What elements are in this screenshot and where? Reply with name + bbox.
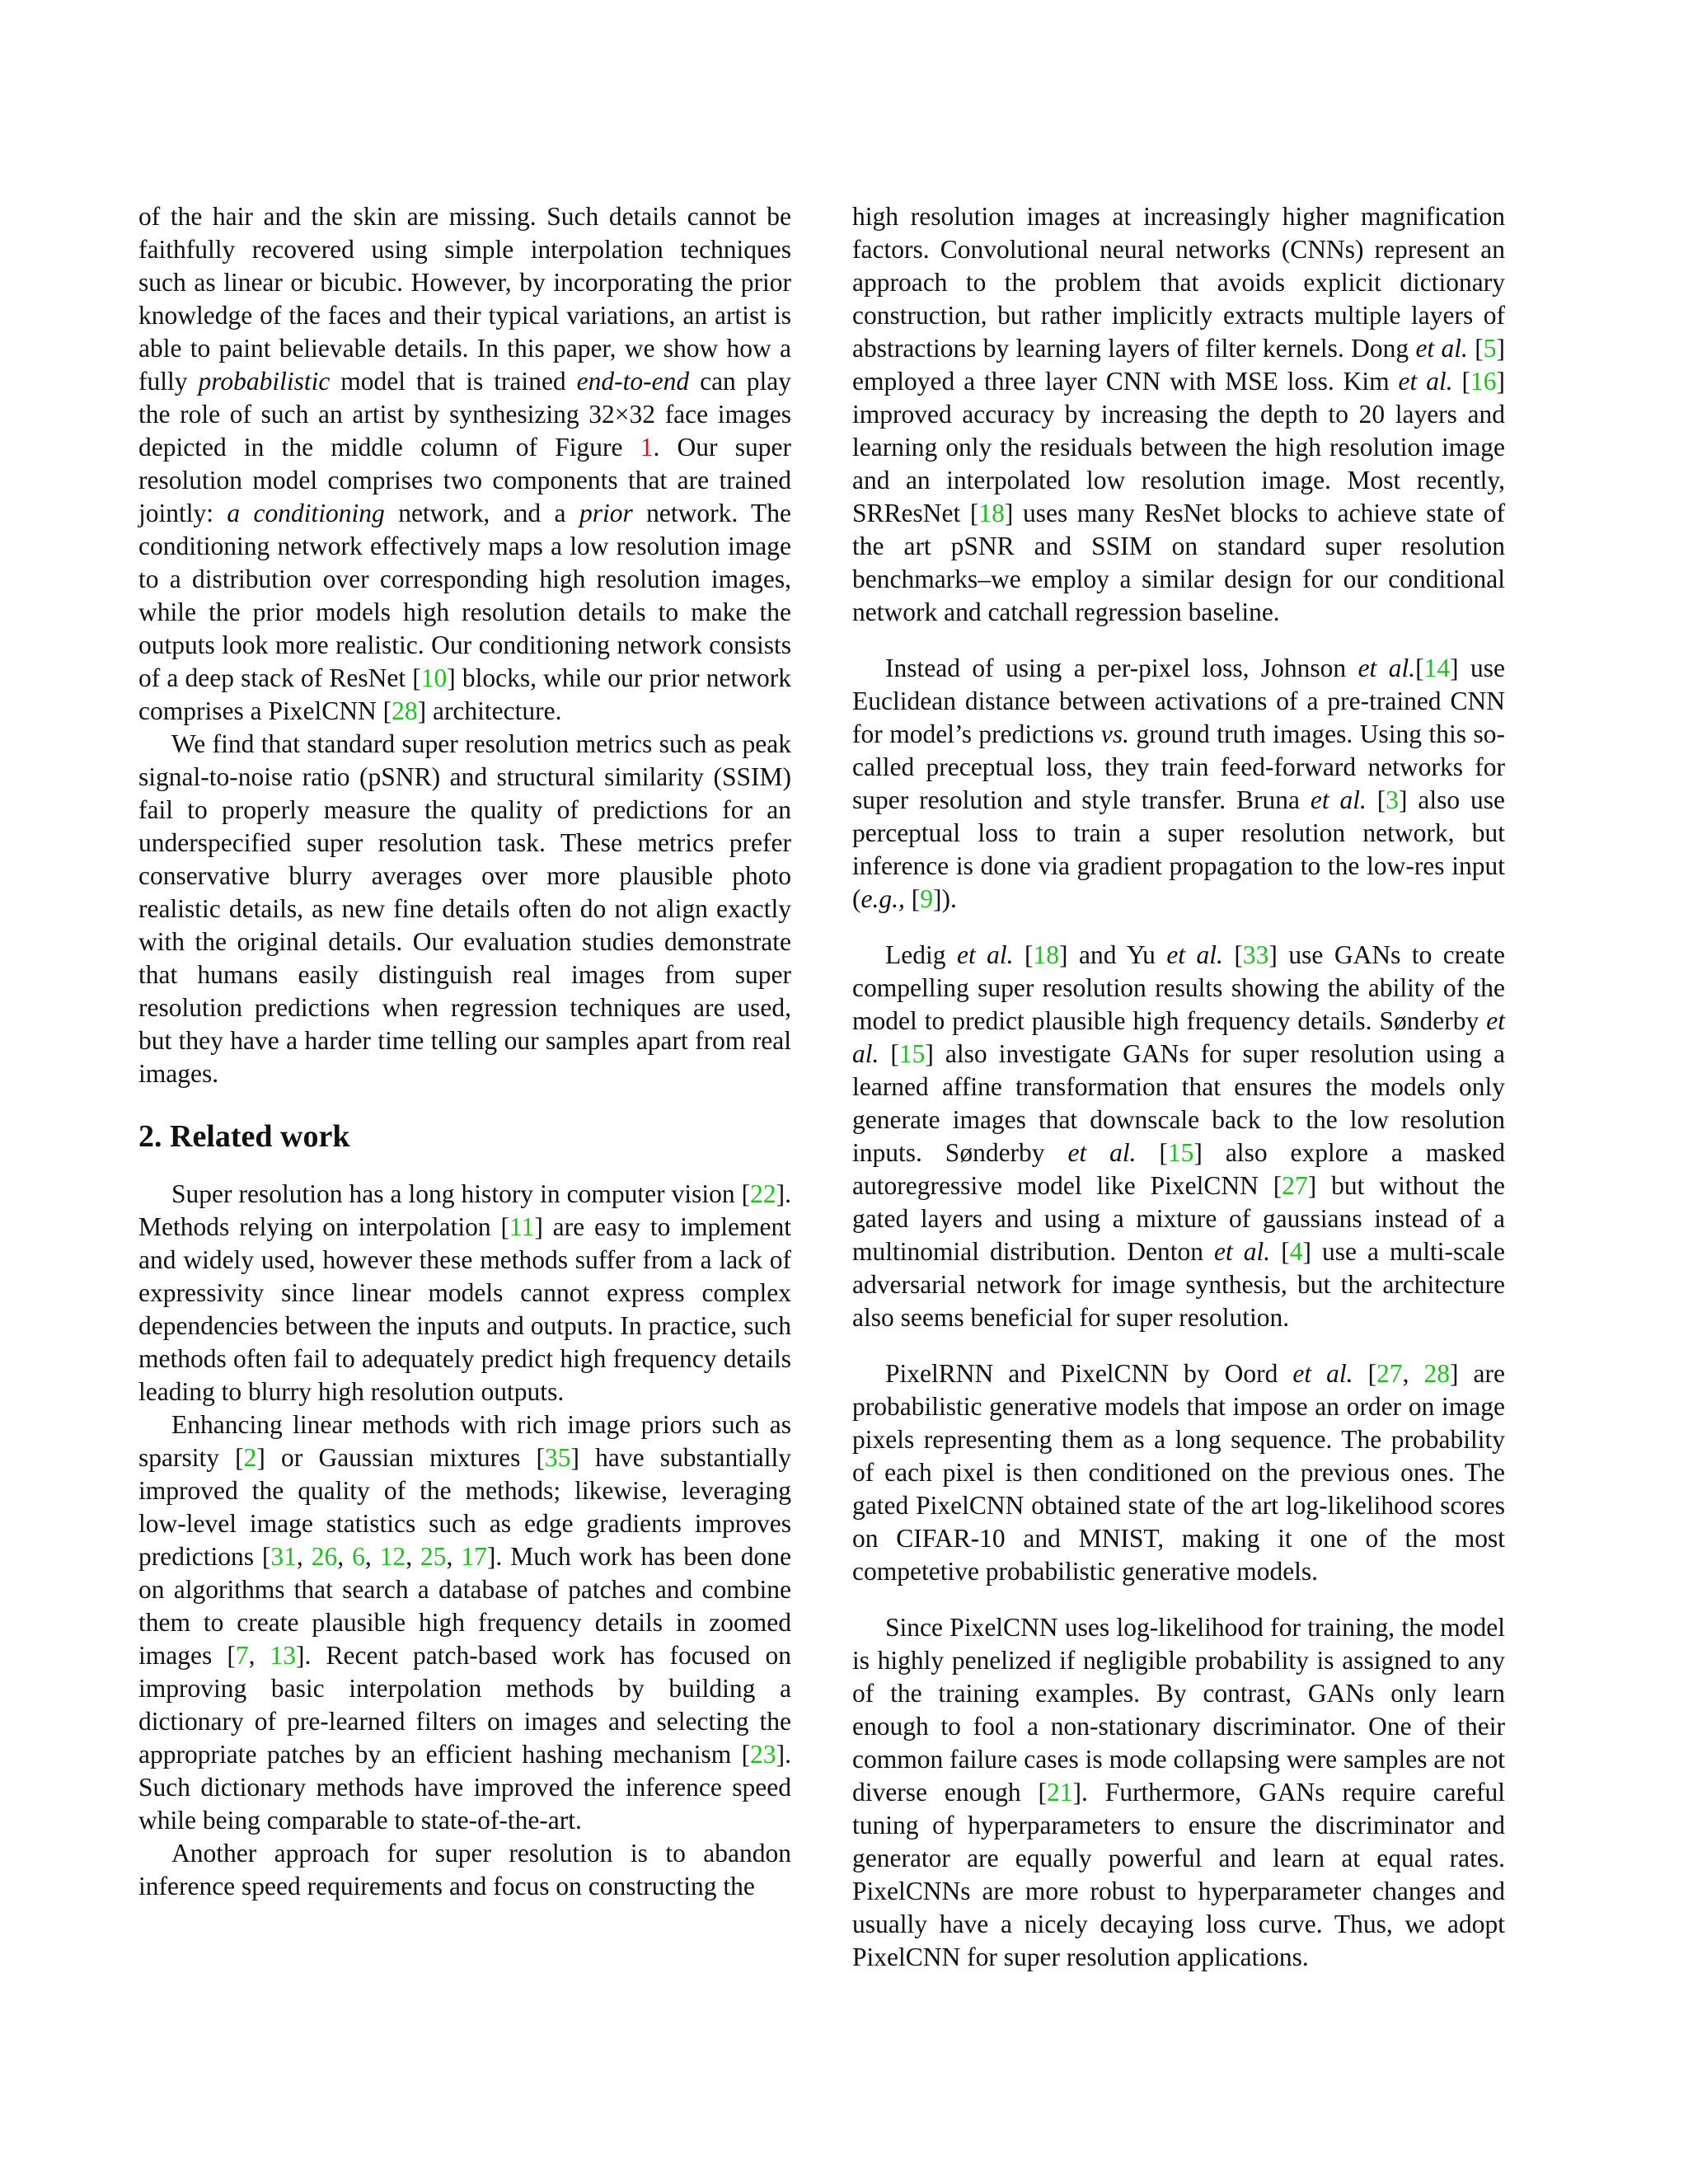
- citation-link[interactable]: 2: [243, 1443, 257, 1472]
- citation-link[interactable]: 4: [1289, 1237, 1303, 1266]
- text-span: [: [1222, 940, 1243, 969]
- text-span: Enhancing linear methods with rich image priors such as sparsity [: [138, 1410, 791, 1472]
- citation-link[interactable]: 28: [1423, 1359, 1451, 1388]
- text-span: . Our super resolution model comprises two components that are trained jointly:: [138, 433, 791, 527]
- text-span: can play the role of such an artist by synthesizing 32×32 face images depicted in the middle column of Figure: [138, 367, 792, 462]
- emphasis: et al.: [1292, 1359, 1353, 1388]
- emphasis: et al.: [1357, 654, 1416, 682]
- citation-link[interactable]: 31: [270, 1542, 297, 1571]
- right-column: [852, 200, 1505, 1974]
- emphasis: e.g.,: [860, 884, 905, 913]
- figure-1-link[interactable]: 1: [640, 433, 654, 462]
- pixelcnn-paragraph: PixelRNN and PixelCNN by Oord et al. [27, 28] are probabilistic generative models that impose an order on image pixels representing them as a long sequence. The probability of each pixel is then conditioned on the previous ones. The gated PixelCNN obtained state of the art log-likelihood scores on CIFAR-10 and MNIST, making it one of the most competetive probabilistic generative models.: [852, 1359, 1505, 1586]
- text-span: ] uses many ResNet blocks to achieve state of the art pSNR and SSIM on standard super resolution benchmarks–we employ a similar design for our conditional network and catchall regression baseline.: [852, 499, 1506, 626]
- text-span: PixelRNN and PixelCNN by Oord: [885, 1359, 1293, 1388]
- citation-link[interactable]: 25: [420, 1542, 447, 1571]
- citation-link[interactable]: 15: [1167, 1138, 1194, 1167]
- emphasis: et al.: [1214, 1237, 1271, 1266]
- text-span: ]. Methods relying on interpolation [: [138, 1179, 791, 1241]
- text-span: ] but without the gated layers and using a mixture of gaussians instead of a multinomial distribution. Denton: [852, 1171, 1505, 1266]
- citation-link[interactable]: 5: [1483, 334, 1497, 363]
- emphasis: a conditioning: [227, 499, 385, 527]
- text-span: [: [1270, 1237, 1290, 1266]
- citation-link[interactable]: 23: [750, 1740, 776, 1769]
- text-span: [: [1366, 785, 1386, 814]
- emphasis: et al.: [1398, 367, 1453, 396]
- emphasis: et al.: [852, 1006, 1505, 1068]
- text-span: ] have substantially improved the quality of the methods; likewise, leveraging low-level image statistics such as edge gradients improves predictions [: [138, 1443, 791, 1571]
- citation-link[interactable]: 13: [270, 1641, 297, 1670]
- section-heading-related-work: 2. Related work: [138, 1119, 350, 1154]
- gan-paragraph: [852, 939, 1505, 1334]
- text-span: [: [1467, 334, 1484, 363]
- text-span: network, and a: [384, 499, 579, 527]
- text-span: ]. Such dictionary methods have improved the inference speed while being comparable to state-of-the-art.: [138, 1740, 791, 1835]
- text-span: model that is trained: [330, 367, 577, 396]
- text-span: [: [904, 884, 921, 913]
- citation-link[interactable]: 22: [750, 1179, 776, 1208]
- text-span: ]).: [932, 884, 957, 913]
- citation-link[interactable]: 9: [920, 884, 933, 913]
- related-work-paragraph-3: Another approach for super resolution is to abandon inference speed requirements and focus on constructing the: [138, 1839, 791, 1900]
- text-span: Instead of using a per-pixel loss, Johnson: [885, 654, 1358, 682]
- citation-link[interactable]: 18: [978, 499, 1005, 527]
- text-span: Ledig: [885, 940, 957, 969]
- text-span: [: [879, 1039, 899, 1068]
- text-span: Super resolution has a long history in computer vision [: [171, 1179, 751, 1208]
- emphasis: prior: [579, 499, 633, 527]
- citation-link[interactable]: 21: [1047, 1778, 1073, 1807]
- perceptual-loss-paragraph: [852, 652, 1505, 916]
- emphasis: end-to-end: [576, 367, 690, 396]
- emphasis: vs.: [1100, 719, 1130, 748]
- citation-link[interactable]: 35: [544, 1443, 571, 1472]
- citation-link[interactable]: 18: [1033, 940, 1060, 969]
- citation-link[interactable]: 14: [1423, 654, 1451, 682]
- citation-link[interactable]: 27: [1376, 1359, 1403, 1388]
- citation-link[interactable]: 26: [311, 1542, 338, 1571]
- text-span: ] blocks, while our prior network comprises a PixelCNN [: [138, 663, 792, 725]
- citation-link[interactable]: 33: [1242, 940, 1269, 969]
- text-span: of the hair and the skin are missing. Such details cannot be faithfully recovered using simple interpolation techniques such as linear or bicubic. However, by incorporating the prior knowledge of the faces and their typical variations, an artist is able to paint believable details. In this paper, we show how a fully: [138, 202, 791, 396]
- metrics-paragraph: We find that standard super resolution metrics such as peak signal-to-noise ratio (pSNR) and structural similarity (SSIM) fail to properly measure the quality of predictions for an underspecified super resolution task. These metrics prefer conservative blurry averages over more plausible photo realistic details, as new fine details often do not align exactly with the original details. Our evaluation studies demonstrate that humans easily distinguish real images from super resolution predictions when regression techniques are used, but they have a harder time telling our samples apart from real images.: [138, 729, 791, 1088]
- text-span: ]. Recent patch-based work has focused on improving basic interpolation methods by building a dictionary of pre-learned filters on images and selecting the appropriate patches by an efficient hashing mechanism [: [138, 1641, 792, 1769]
- text-span: Since PixelCNN uses log-likelihood for training, the model is highly penelized if negligible probability is assigned to any of the training examples. By contrast, GANs only learn enough to fool a non-stationary discriminator. One of their common failure cases is mode collapsing were samples are not diverse enough [: [852, 1613, 1505, 1807]
- emphasis: et al.: [956, 940, 1014, 969]
- emphasis: probabilistic: [198, 367, 331, 396]
- text-span: ] and Yu: [1059, 940, 1167, 969]
- emphasis: et al.: [1067, 1138, 1137, 1167]
- adopt-pixelcnn-paragraph: [852, 1611, 1505, 1974]
- text-span: ] improved accuracy by increasing the depth to 20 layers and learning only the residuals between the high resolution image and an interpolated low resolution image. Most recently, SRResNet [: [852, 367, 1505, 527]
- text-span: ] or Gaussian mixtures [: [256, 1443, 545, 1472]
- citation-link[interactable]: 17: [461, 1542, 487, 1571]
- text-span: ] architecture.: [417, 696, 562, 725]
- citation-link[interactable]: 11: [509, 1212, 535, 1241]
- text-span: ] also investigate GANs for super resolution using a learned affine transformation that ensures the models only generate images that downscale back to the low resolution inputs. Sønderby: [852, 1039, 1505, 1167]
- text-span: ]. Furthermore, GANs require careful tuning of hyperparameters to ensure the discriminator and generator are equally powerful and learn at equal rates. PixelCNNs are more robust to hyperparameter changes and usually have a nicely decaying loss curve. Thus, we adopt PixelCNN for super resolution applications.: [852, 1778, 1505, 1971]
- text-span: [: [1013, 940, 1034, 969]
- text-span: [: [1415, 654, 1424, 682]
- related-work-paragraph-2: Enhancing linear methods with rich image priors such as sparsity [2] or Gaussian mixtures [35] have substantially improved the quality of the methods; likewise, leveraging low-level image statistics such as edge gradients improves predictions [31, 26, 6, 12, 25, 17]. Much work has been done on algorithms that search a database of patches and combine them to create plausible high frequency details in zoomed images [7, 13]. Recent patch-based work has focused on improving basic interpolation methods by building a dictionary of pre-learned filters on images and selecting the appropriate patches by an efficient hashing mechanism [23]. Such dictionary methods have improved the inference speed while being comparable to state-of-the-art.: [138, 1410, 792, 1835]
- emphasis: et al.: [1166, 940, 1223, 969]
- citation-link[interactable]: 3: [1386, 785, 1399, 814]
- text-span: ] use a multi-scale adversarial network for image synthesis, but the architecture also seems beneficial for super resolution.: [852, 1237, 1505, 1332]
- citation-link[interactable]: 12: [379, 1542, 406, 1571]
- left-column: [138, 200, 791, 1903]
- text-span: ] also explore a masked autoregressive model like PixelCNN [: [852, 1138, 1505, 1200]
- text-span: ground truth images. Using this so-called preceptual loss, they train feed-forward networks for super resolution and style transfer. Bruna: [852, 719, 1505, 814]
- text-span: high resolution images at increasingly higher magnification factors. Convolutional neural networks (CNNs) represent an approach to the problem that avoids explicit dictionary construction, but rather implicitly extracts multiple layers of abstractions by learning layers of filter kernels. Dong: [852, 202, 1505, 363]
- citation-link[interactable]: 27: [1282, 1171, 1308, 1200]
- intro-paragraph-continued: [138, 200, 791, 728]
- citation-link[interactable]: 7: [235, 1641, 249, 1670]
- text-span: ] are probabilistic generative models that impose an order on image pixels representing them as a long sequence. The probability of each pixel is then conditioned on the previous ones. The gated PixelCNN obtained state of the art log-likelihood scores on CIFAR-10 and MNIST, making it one of the most competetive probabilistic generative models.: [852, 1359, 1505, 1586]
- related-work-paragraph-1: [138, 1178, 791, 1408]
- emphasis: et al.: [1415, 334, 1468, 363]
- citation-link[interactable]: 10: [420, 663, 448, 692]
- text-span: [: [1452, 367, 1470, 396]
- text-span: ] employed a three layer CNN with MSE loss. Kim: [852, 334, 1505, 396]
- text-span: ] also use perceptual loss to train a super resolution network, but inference is done via gradient propagation to the low-res input (: [852, 785, 1505, 913]
- text-span: [: [1136, 1138, 1168, 1167]
- citation-link[interactable]: 16: [1470, 367, 1497, 396]
- citation-link[interactable]: 15: [898, 1039, 926, 1068]
- emphasis: et al.: [1310, 785, 1367, 814]
- text-span: [: [1353, 1359, 1377, 1388]
- citation-link[interactable]: 6: [352, 1542, 365, 1571]
- text-span: ] are easy to implement and widely used, however these methods suffer from a lack of expressivity since linear models cannot express complex dependencies between the inputs and outputs. In practice, such methods often fail to adequately predict high frequency details leading to blurry high resolution outputs.: [138, 1212, 791, 1406]
- text-span: ]. Much work has been done on algorithms that search a database of patches and combine them to create plausible high frequency details in zoomed images [: [138, 1542, 791, 1670]
- text-span: ] use Euclidean distance between activations of a pre-trained CNN for model’s predictions: [852, 654, 1505, 748]
- cnn-paragraph: [852, 200, 1505, 629]
- citation-link[interactable]: 28: [392, 696, 418, 725]
- text-span: network. The conditioning network effectively maps a low resolution image to a distribution over corresponding high resolution images, while the prior models high resolution details to make the outputs look more realistic. Our conditioning network consists of a deep stack of ResNet [: [138, 499, 792, 692]
- text-span: ] use GANs to create compelling super resolution results showing the ability of the model to predict plausible high frequency details. Sønderby: [852, 940, 1505, 1035]
